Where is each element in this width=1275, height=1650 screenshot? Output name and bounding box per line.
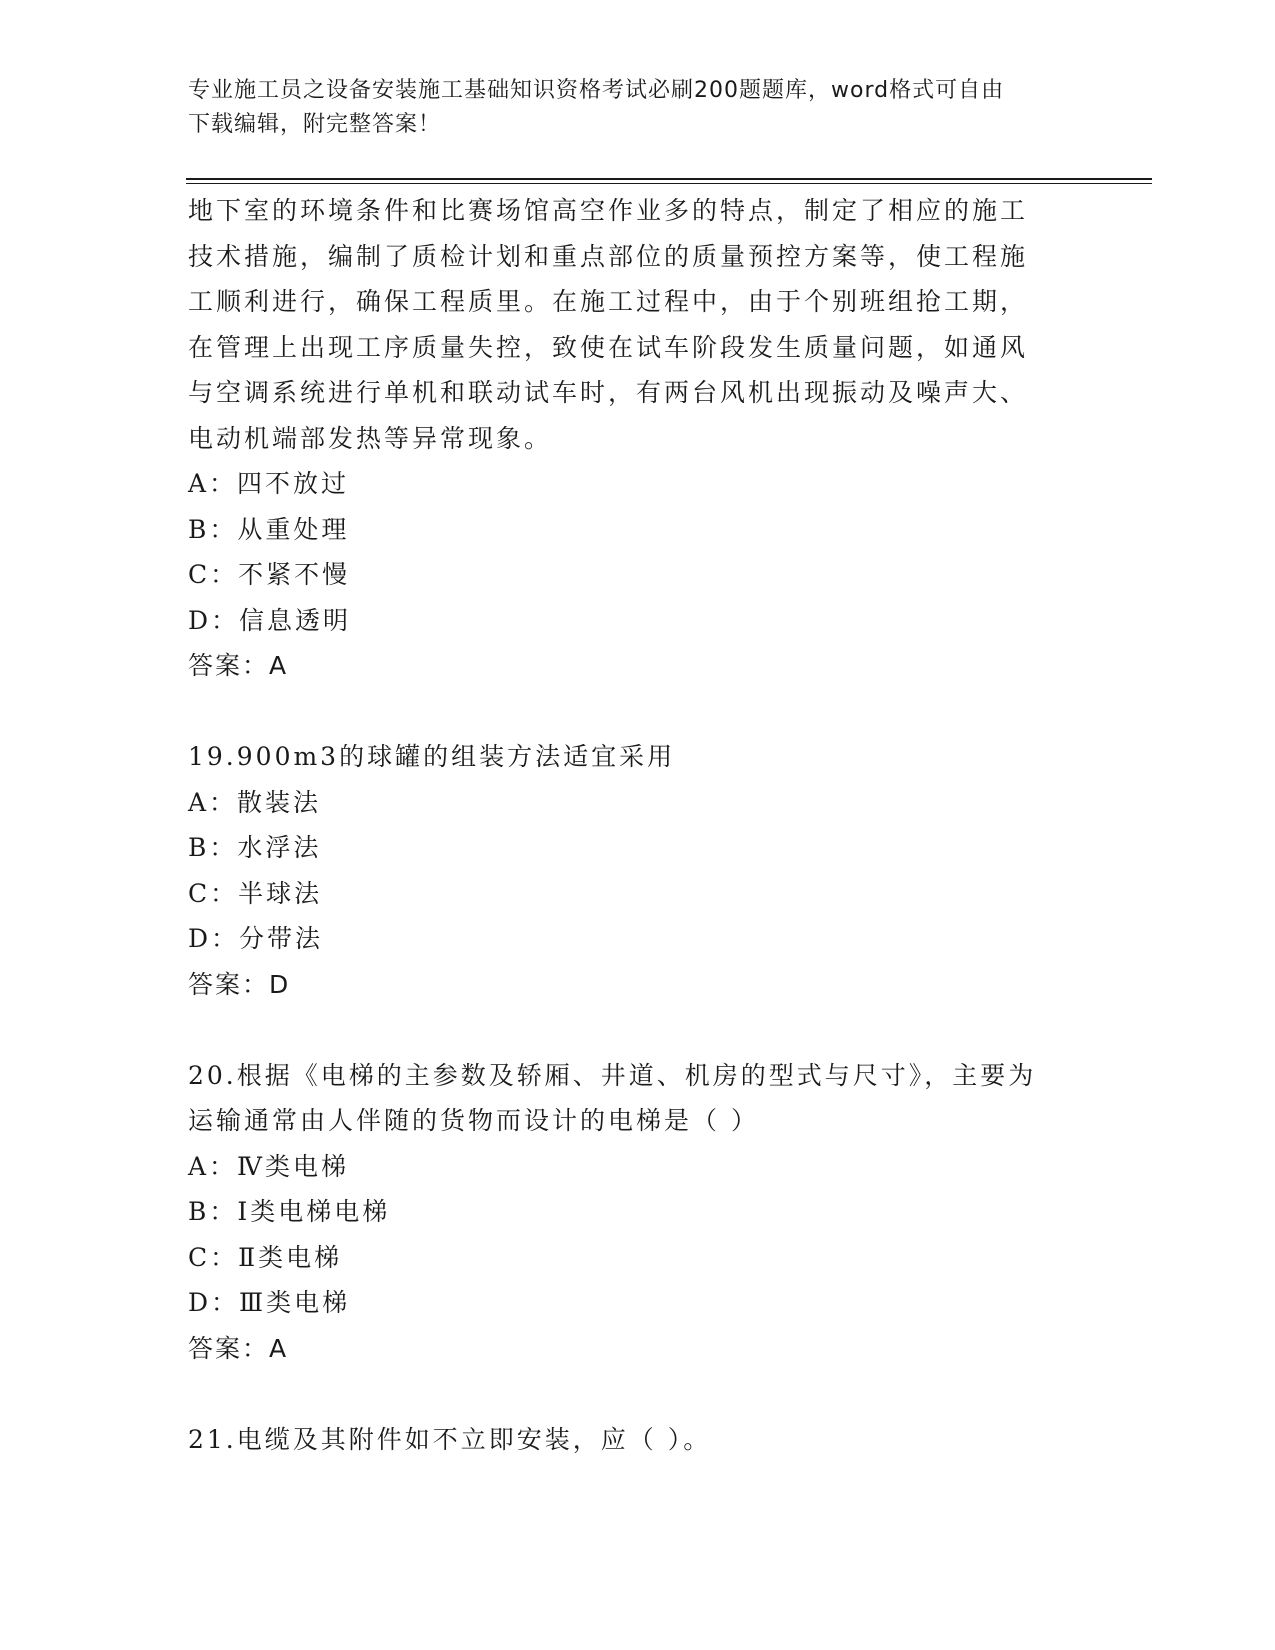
spacer — [188, 1007, 1088, 1053]
option-c: C：半球法 — [188, 878, 323, 908]
option-a: A：Ⅳ类电梯 — [188, 1151, 350, 1181]
option-b: B：水浮法 — [188, 833, 322, 862]
question-text-line: 运输通常由人伴随的货物而设计的电梯是（ ） — [188, 1106, 759, 1135]
spacer — [188, 689, 1088, 735]
question-text-line: 工顺利进行，确保工程质里。在施工过程中，由于个别班组抢工期， — [188, 287, 1029, 316]
option-d: D：Ⅲ类电梯 — [188, 1288, 351, 1317]
question-text-line: 21.电缆及其附件如不立即安装，应（ ）。 — [188, 1424, 712, 1454]
option-c: C：不紧不慢 — [188, 560, 351, 589]
question-text-line: 电动机端部发热等异常现象。 — [188, 423, 553, 453]
question-text-line: 19.900m3的球罐的组装方法适宜采用 — [188, 742, 676, 771]
question-text-line: 与空调系统进行单机和联动试车时，有两台风机出现振动及噪声大、 — [188, 378, 1029, 407]
header-line-1: 专业施工员之设备安装施工基础知识资格考试必刷200题题库，word格式可自由 — [188, 78, 1005, 103]
option-a: A：散装法 — [188, 787, 322, 817]
header-rule-thin — [186, 183, 1152, 184]
option-d: D：分带法 — [188, 924, 324, 953]
spacer — [188, 1371, 1088, 1417]
question-18 — [188, 188, 1088, 689]
document-header — [188, 74, 1088, 142]
question-21 — [188, 1417, 1088, 1463]
answer-line: 答案：A — [188, 651, 289, 680]
option-b: B：Ⅰ类电梯电梯 — [188, 1197, 391, 1226]
option-b: B：从重处理 — [188, 514, 350, 544]
document-body — [188, 188, 1088, 1462]
option-c: C：Ⅱ类电梯 — [188, 1242, 343, 1272]
question-20 — [188, 1053, 1088, 1372]
answer-line: 答案：A — [188, 1333, 289, 1363]
question-text-line: 在管理上出现工序质量失控，致使在试车阶段发生质量问题，如通风 — [188, 332, 1029, 362]
question-text-line: 地下室的环境条件和比赛场馆高空作业多的特点，制定了相应的施工 — [188, 196, 1029, 225]
option-a: A：四不放过 — [188, 469, 350, 498]
header-rule-thick — [186, 178, 1152, 180]
answer-line: 答案：D — [188, 969, 291, 999]
question-text-line: 20.根据《电梯的主参数及轿厢、井道、机房的型式与尺寸》，主要为 — [188, 1060, 1037, 1090]
option-d: D：信息透明 — [188, 605, 352, 635]
question-19 — [188, 734, 1088, 1007]
header-line-2: 下载编辑，附完整答案！ — [188, 112, 442, 137]
question-text-line: 技术措施，编制了质检计划和重点部位的质量预控方案等，使工程施 — [188, 241, 1029, 271]
